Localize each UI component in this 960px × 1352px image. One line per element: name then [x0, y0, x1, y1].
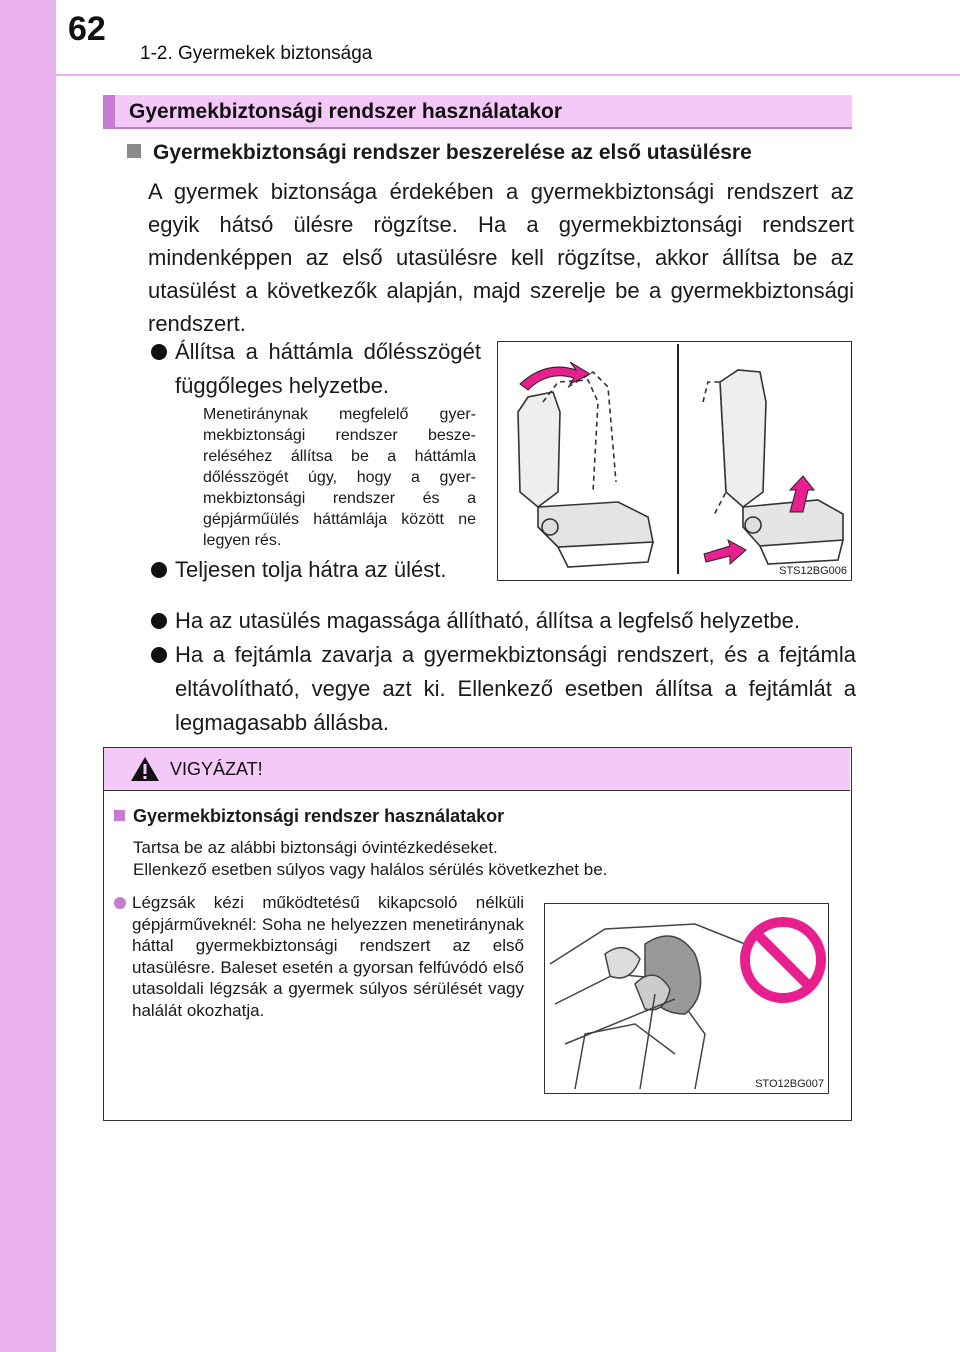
- list-item-text: Teljesen tolja hátra az ülést.: [175, 557, 447, 582]
- figure-label: STS12BG006: [779, 565, 847, 577]
- list-item-text: Ha az utasülés magassága állítható, állítsa a legfelső helyzetbe.: [175, 608, 800, 633]
- page-side-tab: [0, 0, 56, 1352]
- seat-adjust-figure: [497, 341, 852, 581]
- note-text: Menetiránynak megfelelő gyermekbiztonsági rendszer beszereléséhez állítsa be a háttámla dőlésszögét úgy, hogy a gyermekbiztonsági rendszer és a gépjárműülés háttámlája között ne legyen rés.: [203, 406, 476, 549]
- list-item: [151, 604, 856, 638]
- caution-title: VIGYÁZAT!: [170, 759, 263, 779]
- caution-box: [103, 747, 852, 1121]
- caution-list-item: [114, 892, 524, 1021]
- list-item: [151, 335, 481, 403]
- figure-label: STO12BG007: [755, 1078, 824, 1090]
- bullet-dot-icon: [151, 647, 167, 663]
- caution-line: Ellenkező esetben súlyos vagy halálos sérülés következhet be.: [133, 860, 608, 879]
- caution-intro: [133, 837, 833, 881]
- seat-illustration: [498, 342, 850, 579]
- subsection-heading: [127, 141, 752, 165]
- list-item: [151, 638, 856, 740]
- header-rule: [0, 74, 960, 76]
- caution-bullet-text: Légzsák kézi működtetésű kikapcsoló nélküli gépjárműveknél: Soha ne helyezzen menetiránynak háttal gyermekbiztonsági rendszert az első utasülésre. Baleset esetén a gyorsan felfúvódó első utasoldali légzsák a gyermek súlyos sérülését vagy halálát okozhatja.: [132, 893, 524, 1020]
- chapter-title: 1-2. Gyermekek biztonsága: [140, 43, 373, 64]
- airbag-illustration: [545, 904, 827, 1092]
- list-item-text: Állítsa a háttámla dőlésszögét függőleges helyzetbe.: [175, 339, 481, 398]
- bullet-dot-icon: [114, 897, 126, 909]
- subsection-title: Gyermekbiztonsági rendszer beszerelése az első utasülésre: [153, 141, 752, 164]
- bullet-dot-icon: [151, 613, 167, 629]
- square-bullet-icon: [127, 144, 141, 158]
- page-number: 62: [68, 10, 106, 48]
- intro-paragraph: A gyermek biztonsága érdekében a gyermekbiztonsági rendszert az egyik hátsó ülésre rögzítse. Ha a gyermekbiztonsági rendszert mindenképpen az első utasülésre kell rögzítse, akkor állítsa be az utasülést a következők alapján, majd szerelje be a gyermekbiztonsági rendszert.: [148, 179, 854, 336]
- bullet-dot-icon: [151, 344, 167, 360]
- bullet-dot-icon: [151, 562, 167, 578]
- caution-subtitle: Gyermekbiztonsági rendszer használatakor: [133, 806, 505, 826]
- caution-line: Tartsa be az alábbi biztonsági óvintézkedéseket.: [133, 838, 498, 857]
- section-title: Gyermekbiztonsági rendszer használatakor: [129, 100, 562, 123]
- list-item-text: Ha a fejtámla zavarja a gyermekbiztonsági rendszert, és a fejtámla eltávolítható, vegye azt ki. Ellenkező esetben állítsa a fejtámlát a legmagasabb állásba.: [175, 642, 856, 735]
- caution-header: [104, 748, 850, 791]
- section-header: [103, 95, 852, 129]
- airbag-warning-figure: [544, 903, 829, 1094]
- list-item: [151, 553, 491, 587]
- square-bullet-icon: [114, 810, 125, 821]
- caution-subheading: [114, 806, 504, 827]
- warning-triangle-icon: [130, 756, 160, 782]
